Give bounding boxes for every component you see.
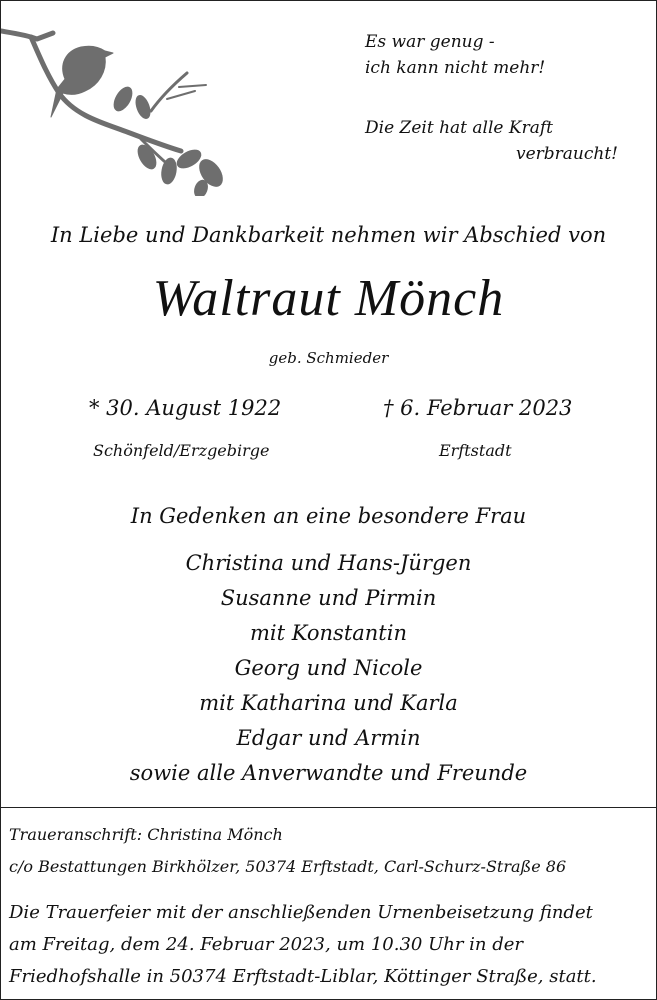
divider <box>1 807 656 808</box>
funeral-home-address: c/o Bestattungen Birkhölzer, 50374 Erftstadt, Carl-Schurz-Straße 86 <box>9 857 567 876</box>
mourner-line: Susanne und Pirmin <box>220 586 437 610</box>
birth-place: Schönfeld/Erzgebirge <box>93 441 270 460</box>
mourner-line: sowie alle Anverwandte und Freunde <box>129 761 528 785</box>
mourner-line: mit Konstantin <box>250 621 407 645</box>
quote-line: Es war genug - <box>365 32 495 52</box>
ceremony-line: Die Trauerfeier mit der anschließenden Urnenbeisetzung findet <box>9 902 593 923</box>
birth-name: geb. Schmieder <box>268 349 389 367</box>
bird-on-branch-icon <box>1 21 236 196</box>
mourner-line: Georg und Nicole <box>234 656 423 680</box>
mourner-line: mit Katharina und Karla <box>199 691 458 715</box>
deceased-name: Waltraut Mönch <box>152 270 505 327</box>
mourning-address: Traueranschrift: Christina Mönch <box>9 825 283 844</box>
quote-line: ich kann nicht mehr! <box>365 58 546 78</box>
mourner-line: Edgar und Armin <box>236 726 421 750</box>
memory-line: In Gedenken an eine besondere Frau <box>130 504 527 528</box>
death-date: † 6. Februar 2023 <box>383 396 573 420</box>
mourners-list <box>1 546 656 791</box>
ceremony-notice <box>9 897 650 993</box>
mourner-line: Christina und Hans-Jürgen <box>185 551 472 575</box>
death-place: Erftstadt <box>439 441 512 460</box>
quote-line: verbraucht! <box>516 144 619 164</box>
birth-date: * 30. August 1922 <box>89 396 282 420</box>
ceremony-line: am Freitag, dem 24. Februar 2023, um 10.30 Uhr in der <box>9 934 524 955</box>
quote-line: Die Zeit hat alle Kraft <box>365 118 553 138</box>
ceremony-line: Friedhofshalle in 50374 Erftstadt-Liblar, Köttinger Straße, statt. <box>9 966 597 987</box>
intro-text: In Liebe und Dankbarkeit nehmen wir Abschied von <box>50 223 607 247</box>
